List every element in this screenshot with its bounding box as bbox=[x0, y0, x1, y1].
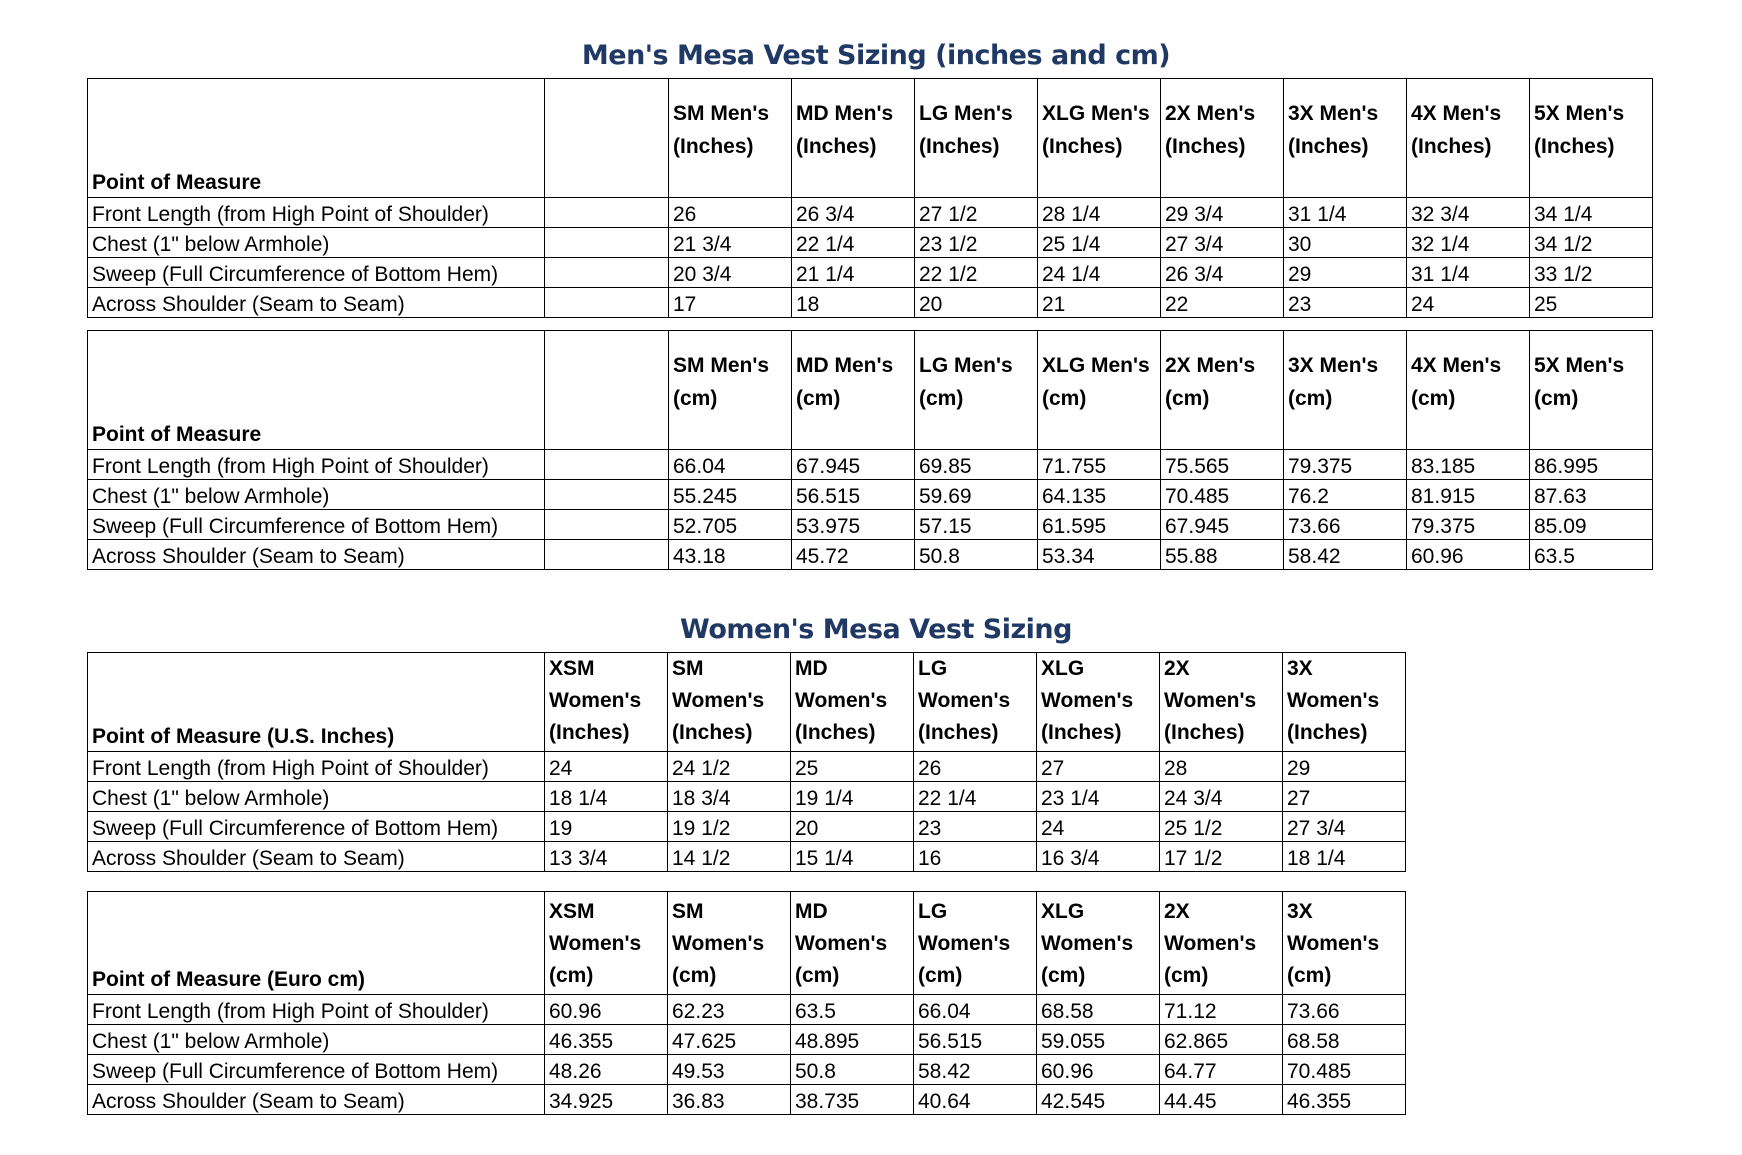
measure-value: 24 bbox=[1037, 812, 1160, 842]
size-column-header bbox=[792, 79, 915, 198]
measure-value: 49.53 bbox=[668, 1055, 791, 1085]
blank-header-cell bbox=[545, 79, 669, 198]
measure-value: 20 3/4 bbox=[669, 258, 792, 288]
measure-value: 53.34 bbox=[1038, 540, 1161, 570]
size-header-line: (Inches) bbox=[549, 721, 630, 744]
measure-value: 27 1/2 bbox=[915, 198, 1038, 228]
size-header-line: XLG bbox=[1041, 900, 1085, 923]
measure-value: 53.975 bbox=[792, 510, 915, 540]
size-header-line: (cm) bbox=[672, 964, 717, 987]
measure-value: 29 bbox=[1284, 258, 1407, 288]
womens-section-title: Women's Mesa Vest Sizing bbox=[680, 614, 1072, 645]
measure-label: Front Length (from High Point of Shoulder) bbox=[88, 450, 545, 480]
size-header-line: 3X Men's bbox=[1288, 102, 1379, 125]
blank-cell bbox=[545, 540, 669, 570]
measure-value: 16 bbox=[914, 842, 1037, 872]
size-column-header bbox=[914, 653, 1037, 752]
measure-value: 71.12 bbox=[1160, 995, 1283, 1025]
measure-value: 18 1/4 bbox=[1283, 842, 1406, 872]
measure-value: 21 3/4 bbox=[669, 228, 792, 258]
point-of-measure-header: Point of Measure bbox=[88, 331, 545, 450]
measure-label: Chest (1" below Armhole) bbox=[88, 480, 545, 510]
size-column-header bbox=[1407, 79, 1530, 198]
measure-value: 16 3/4 bbox=[1037, 842, 1160, 872]
measure-label: Sweep (Full Circumference of Bottom Hem) bbox=[88, 1055, 545, 1085]
size-header-line: (cm) bbox=[795, 964, 840, 987]
measure-value: 64.77 bbox=[1160, 1055, 1283, 1085]
size-header-line: 5X Men's bbox=[1534, 354, 1625, 377]
size-header-line: (cm) bbox=[1534, 387, 1579, 410]
womens-inches-table bbox=[87, 652, 1406, 872]
table-row bbox=[88, 480, 1653, 510]
measure-value: 23 bbox=[1284, 288, 1407, 318]
measure-value: 18 3/4 bbox=[668, 782, 791, 812]
mens-section-title: Men's Mesa Vest Sizing (inches and cm) bbox=[581, 40, 1171, 71]
size-header-line: (Inches) bbox=[1042, 135, 1123, 158]
size-header-line: (Inches) bbox=[918, 721, 999, 744]
size-header-line: Women's bbox=[1164, 689, 1257, 712]
measure-value: 15 1/4 bbox=[791, 842, 914, 872]
measure-value: 26 3/4 bbox=[792, 198, 915, 228]
measure-label: Chest (1" below Armhole) bbox=[88, 1025, 545, 1055]
measure-value: 21 1/4 bbox=[792, 258, 915, 288]
size-column-header bbox=[1283, 653, 1406, 752]
measure-value: 27 3/4 bbox=[1283, 812, 1406, 842]
blank-header-cell bbox=[545, 331, 669, 450]
size-column-header bbox=[1530, 79, 1653, 198]
size-header-line: 4X Men's bbox=[1411, 354, 1502, 377]
size-header-line: Women's bbox=[672, 932, 765, 955]
measure-value: 64.135 bbox=[1038, 480, 1161, 510]
size-column-header bbox=[1284, 331, 1407, 450]
measure-label: Across Shoulder (Seam to Seam) bbox=[88, 1085, 545, 1115]
size-header-line: (cm) bbox=[919, 387, 964, 410]
size-header-line: (cm) bbox=[1165, 387, 1210, 410]
size-header-line: XLG bbox=[1041, 657, 1085, 680]
measure-value: 22 1/4 bbox=[914, 782, 1037, 812]
size-header-line: SM bbox=[672, 657, 704, 680]
measure-value: 69.85 bbox=[915, 450, 1038, 480]
measure-value: 33 1/2 bbox=[1530, 258, 1653, 288]
measure-value: 31 1/4 bbox=[1284, 198, 1407, 228]
size-header-line: (Inches) bbox=[796, 135, 877, 158]
size-header-line: XSM bbox=[549, 657, 595, 680]
size-header-line: Women's bbox=[795, 932, 888, 955]
measure-label: Chest (1" below Armhole) bbox=[88, 228, 545, 258]
measure-value: 24 bbox=[545, 752, 668, 782]
size-header-line: 3X bbox=[1287, 900, 1313, 923]
table-row bbox=[88, 1085, 1406, 1115]
measure-value: 46.355 bbox=[1283, 1085, 1406, 1115]
measure-value: 68.58 bbox=[1037, 995, 1160, 1025]
measure-label: Front Length (from High Point of Shoulder) bbox=[88, 198, 545, 228]
measure-value: 79.375 bbox=[1407, 510, 1530, 540]
measure-value: 55.245 bbox=[669, 480, 792, 510]
measure-value: 18 1/4 bbox=[545, 782, 668, 812]
measure-value: 19 1/4 bbox=[791, 782, 914, 812]
measure-value: 38.735 bbox=[791, 1085, 914, 1115]
table-row bbox=[88, 258, 1653, 288]
size-column-header bbox=[915, 331, 1038, 450]
mens-inches-table bbox=[87, 78, 1653, 318]
measure-value: 28 bbox=[1160, 752, 1283, 782]
table-row bbox=[88, 540, 1653, 570]
measure-value: 56.515 bbox=[914, 1025, 1037, 1055]
measure-value: 23 1/2 bbox=[915, 228, 1038, 258]
size-header-line: Women's bbox=[918, 689, 1011, 712]
size-header-line: (Inches) bbox=[1041, 721, 1122, 744]
table-row bbox=[88, 198, 1653, 228]
measure-value: 57.15 bbox=[915, 510, 1038, 540]
measure-value: 27 bbox=[1037, 752, 1160, 782]
blank-cell bbox=[545, 450, 669, 480]
table-row bbox=[88, 450, 1653, 480]
table-row bbox=[88, 752, 1406, 782]
size-header-line: 2X Men's bbox=[1165, 354, 1256, 377]
measure-value: 34 1/2 bbox=[1530, 228, 1653, 258]
measure-value: 26 3/4 bbox=[1161, 258, 1284, 288]
size-header-line: SM Men's bbox=[673, 102, 770, 125]
size-column-header bbox=[791, 653, 914, 752]
blank-cell bbox=[545, 198, 669, 228]
size-header-line: (Inches) bbox=[919, 135, 1000, 158]
measure-value: 20 bbox=[915, 288, 1038, 318]
measure-value: 50.8 bbox=[915, 540, 1038, 570]
size-header-line: (cm) bbox=[796, 387, 841, 410]
measure-label: Sweep (Full Circumference of Bottom Hem) bbox=[88, 510, 545, 540]
measure-value: 62.865 bbox=[1160, 1025, 1283, 1055]
size-header-line: LG Men's bbox=[919, 354, 1013, 377]
size-column-header bbox=[545, 892, 668, 995]
point-of-measure-header: Point of Measure (U.S. Inches) bbox=[88, 653, 545, 752]
measure-value: 58.42 bbox=[1284, 540, 1407, 570]
measure-label: Front Length (from High Point of Shoulder) bbox=[88, 752, 545, 782]
size-column-header bbox=[669, 79, 792, 198]
size-column-header bbox=[1284, 79, 1407, 198]
size-header-line: 3X bbox=[1287, 657, 1313, 680]
measure-value: 55.88 bbox=[1161, 540, 1284, 570]
measure-value: 31 1/4 bbox=[1407, 258, 1530, 288]
measure-label: Chest (1" below Armhole) bbox=[88, 782, 545, 812]
size-header-line: LG Men's bbox=[919, 102, 1013, 125]
measure-value: 45.72 bbox=[792, 540, 915, 570]
size-header-line: 5X Men's bbox=[1534, 102, 1625, 125]
measure-value: 87.63 bbox=[1530, 480, 1653, 510]
measure-value: 34.925 bbox=[545, 1085, 668, 1115]
size-header-line: (cm) bbox=[1042, 387, 1087, 410]
size-column-header bbox=[1283, 892, 1406, 995]
measure-value: 19 bbox=[545, 812, 668, 842]
measure-value: 60.96 bbox=[1407, 540, 1530, 570]
measure-value: 30 bbox=[1284, 228, 1407, 258]
measure-value: 27 bbox=[1283, 782, 1406, 812]
size-column-header bbox=[1037, 892, 1160, 995]
measure-value: 27 3/4 bbox=[1161, 228, 1284, 258]
measure-value: 70.485 bbox=[1161, 480, 1284, 510]
table-row bbox=[88, 812, 1406, 842]
measure-value: 42.545 bbox=[1037, 1085, 1160, 1115]
measure-value: 79.375 bbox=[1284, 450, 1407, 480]
womens-cm-table bbox=[87, 891, 1406, 1115]
size-header-line: 2X bbox=[1164, 657, 1190, 680]
blank-cell bbox=[545, 510, 669, 540]
size-column-header bbox=[1161, 331, 1284, 450]
measure-value: 76.2 bbox=[1284, 480, 1407, 510]
measure-value: 67.945 bbox=[792, 450, 915, 480]
size-header-line: (cm) bbox=[1411, 387, 1456, 410]
measure-value: 13 3/4 bbox=[545, 842, 668, 872]
size-header-line: (cm) bbox=[1288, 387, 1333, 410]
size-header-line: (Inches) bbox=[1164, 721, 1245, 744]
measure-value: 34 1/4 bbox=[1530, 198, 1653, 228]
size-header-line: (Inches) bbox=[673, 135, 754, 158]
size-header-line: 2X bbox=[1164, 900, 1190, 923]
size-column-header bbox=[1160, 653, 1283, 752]
measure-value: 23 bbox=[914, 812, 1037, 842]
size-header-line: (Inches) bbox=[1165, 135, 1246, 158]
measure-value: 28 1/4 bbox=[1038, 198, 1161, 228]
measure-value: 17 1/2 bbox=[1160, 842, 1283, 872]
size-header-line: Women's bbox=[1287, 689, 1380, 712]
measure-label: Sweep (Full Circumference of Bottom Hem) bbox=[88, 258, 545, 288]
measure-value: 73.66 bbox=[1284, 510, 1407, 540]
measure-value: 85.09 bbox=[1530, 510, 1653, 540]
size-column-header bbox=[1407, 331, 1530, 450]
measure-value: 36.83 bbox=[668, 1085, 791, 1115]
blank-cell bbox=[545, 480, 669, 510]
size-header-line: Women's bbox=[1164, 932, 1257, 955]
measure-value: 32 3/4 bbox=[1407, 198, 1530, 228]
size-column-header bbox=[545, 653, 668, 752]
size-header-line: (cm) bbox=[673, 387, 718, 410]
size-header-line: Women's bbox=[795, 689, 888, 712]
size-header-line: (cm) bbox=[1164, 964, 1209, 987]
size-header-line: Women's bbox=[918, 932, 1011, 955]
measure-value: 59.055 bbox=[1037, 1025, 1160, 1055]
measure-value: 29 3/4 bbox=[1161, 198, 1284, 228]
size-header-line: SM Men's bbox=[673, 354, 770, 377]
measure-value: 24 bbox=[1407, 288, 1530, 318]
measure-value: 62.23 bbox=[668, 995, 791, 1025]
measure-value: 66.04 bbox=[669, 450, 792, 480]
measure-value: 25 1/2 bbox=[1160, 812, 1283, 842]
measure-value: 68.58 bbox=[1283, 1025, 1406, 1055]
size-header-line: XLG Men's bbox=[1042, 354, 1150, 377]
measure-value: 81.915 bbox=[1407, 480, 1530, 510]
size-header-line: (Inches) bbox=[1287, 721, 1368, 744]
size-header-line: SM bbox=[672, 900, 704, 923]
measure-value: 48.26 bbox=[545, 1055, 668, 1085]
measure-value: 86.995 bbox=[1530, 450, 1653, 480]
measure-value: 52.705 bbox=[669, 510, 792, 540]
size-header-line: (Inches) bbox=[672, 721, 753, 744]
measure-value: 59.69 bbox=[915, 480, 1038, 510]
size-header-line: MD bbox=[795, 900, 828, 923]
size-column-header bbox=[1037, 653, 1160, 752]
size-header-line: XSM bbox=[549, 900, 595, 923]
size-header-line: (cm) bbox=[1287, 964, 1332, 987]
size-header-line: (cm) bbox=[549, 964, 594, 987]
size-header-line: LG bbox=[918, 657, 948, 680]
measure-label: Sweep (Full Circumference of Bottom Hem) bbox=[88, 812, 545, 842]
measure-value: 24 3/4 bbox=[1160, 782, 1283, 812]
measure-value: 29 bbox=[1283, 752, 1406, 782]
size-column-header bbox=[1161, 79, 1284, 198]
measure-value: 50.8 bbox=[791, 1055, 914, 1085]
size-column-header bbox=[668, 892, 791, 995]
size-column-header bbox=[792, 331, 915, 450]
blank-cell bbox=[545, 228, 669, 258]
measure-value: 21 bbox=[1038, 288, 1161, 318]
measure-label: Front Length (from High Point of Shoulder) bbox=[88, 995, 545, 1025]
measure-value: 75.565 bbox=[1161, 450, 1284, 480]
measure-value: 71.755 bbox=[1038, 450, 1161, 480]
measure-value: 25 bbox=[1530, 288, 1653, 318]
measure-value: 44.45 bbox=[1160, 1085, 1283, 1115]
measure-value: 58.42 bbox=[914, 1055, 1037, 1085]
table-row bbox=[88, 1055, 1406, 1085]
measure-value: 23 1/4 bbox=[1037, 782, 1160, 812]
size-column-header bbox=[915, 79, 1038, 198]
size-header-line: XLG Men's bbox=[1042, 102, 1150, 125]
measure-value: 25 bbox=[791, 752, 914, 782]
size-header-line: (cm) bbox=[1041, 964, 1086, 987]
measure-value: 46.355 bbox=[545, 1025, 668, 1055]
measure-value: 26 bbox=[914, 752, 1037, 782]
measure-value: 70.485 bbox=[1283, 1055, 1406, 1085]
size-header-line: Women's bbox=[1041, 689, 1134, 712]
measure-label: Across Shoulder (Seam to Seam) bbox=[88, 842, 545, 872]
measure-value: 40.64 bbox=[914, 1085, 1037, 1115]
measure-value: 32 1/4 bbox=[1407, 228, 1530, 258]
measure-value: 63.5 bbox=[791, 995, 914, 1025]
size-header-line: (Inches) bbox=[1288, 135, 1369, 158]
size-header-line: (Inches) bbox=[1411, 135, 1492, 158]
size-header-line: MD bbox=[795, 657, 828, 680]
measure-label: Across Shoulder (Seam to Seam) bbox=[88, 540, 545, 570]
blank-cell bbox=[545, 288, 669, 318]
table-row bbox=[88, 1025, 1406, 1055]
size-header-line: Women's bbox=[549, 932, 642, 955]
measure-value: 18 bbox=[792, 288, 915, 318]
size-header-line: Women's bbox=[1287, 932, 1380, 955]
measure-value: 43.18 bbox=[669, 540, 792, 570]
size-column-header bbox=[914, 892, 1037, 995]
size-header-line: LG bbox=[918, 900, 948, 923]
table-row bbox=[88, 510, 1653, 540]
measure-value: 60.96 bbox=[1037, 1055, 1160, 1085]
size-column-header bbox=[1038, 331, 1161, 450]
measure-value: 25 1/4 bbox=[1038, 228, 1161, 258]
size-header-line: MD Men's bbox=[796, 354, 894, 377]
table-row bbox=[88, 995, 1406, 1025]
measure-value: 14 1/2 bbox=[668, 842, 791, 872]
measure-value: 22 1/4 bbox=[792, 228, 915, 258]
size-header-line: (cm) bbox=[918, 964, 963, 987]
measure-label: Across Shoulder (Seam to Seam) bbox=[88, 288, 545, 318]
measure-value: 73.66 bbox=[1283, 995, 1406, 1025]
size-column-header bbox=[669, 331, 792, 450]
size-header-line: MD Men's bbox=[796, 102, 894, 125]
size-column-header bbox=[791, 892, 914, 995]
measure-value: 61.595 bbox=[1038, 510, 1161, 540]
measure-value: 60.96 bbox=[545, 995, 668, 1025]
size-header-line: (Inches) bbox=[1534, 135, 1615, 158]
point-of-measure-header: Point of Measure (Euro cm) bbox=[88, 892, 545, 995]
size-header-line: 2X Men's bbox=[1165, 102, 1256, 125]
table-row bbox=[88, 782, 1406, 812]
measure-value: 17 bbox=[669, 288, 792, 318]
table-row bbox=[88, 288, 1653, 318]
size-header-line: 3X Men's bbox=[1288, 354, 1379, 377]
measure-value: 63.5 bbox=[1530, 540, 1653, 570]
mens-cm-table bbox=[87, 330, 1653, 570]
measure-value: 26 bbox=[669, 198, 792, 228]
size-column-header bbox=[1160, 892, 1283, 995]
blank-cell bbox=[545, 258, 669, 288]
point-of-measure-header: Point of Measure bbox=[88, 79, 545, 198]
size-column-header bbox=[668, 653, 791, 752]
size-header-line: 4X Men's bbox=[1411, 102, 1502, 125]
measure-value: 83.185 bbox=[1407, 450, 1530, 480]
size-header-line: Women's bbox=[1041, 932, 1134, 955]
measure-value: 48.895 bbox=[791, 1025, 914, 1055]
measure-value: 22 bbox=[1161, 288, 1284, 318]
measure-value: 47.625 bbox=[668, 1025, 791, 1055]
size-column-header bbox=[1038, 79, 1161, 198]
measure-value: 67.945 bbox=[1161, 510, 1284, 540]
size-header-line: Women's bbox=[672, 689, 765, 712]
measure-value: 66.04 bbox=[914, 995, 1037, 1025]
measure-value: 24 1/4 bbox=[1038, 258, 1161, 288]
table-row bbox=[88, 842, 1406, 872]
measure-value: 19 1/2 bbox=[668, 812, 791, 842]
measure-value: 56.515 bbox=[792, 480, 915, 510]
measure-value: 24 1/2 bbox=[668, 752, 791, 782]
table-row bbox=[88, 228, 1653, 258]
size-header-line: (Inches) bbox=[795, 721, 876, 744]
measure-value: 20 bbox=[791, 812, 914, 842]
measure-value: 22 1/2 bbox=[915, 258, 1038, 288]
size-header-line: Women's bbox=[549, 689, 642, 712]
size-column-header bbox=[1530, 331, 1653, 450]
